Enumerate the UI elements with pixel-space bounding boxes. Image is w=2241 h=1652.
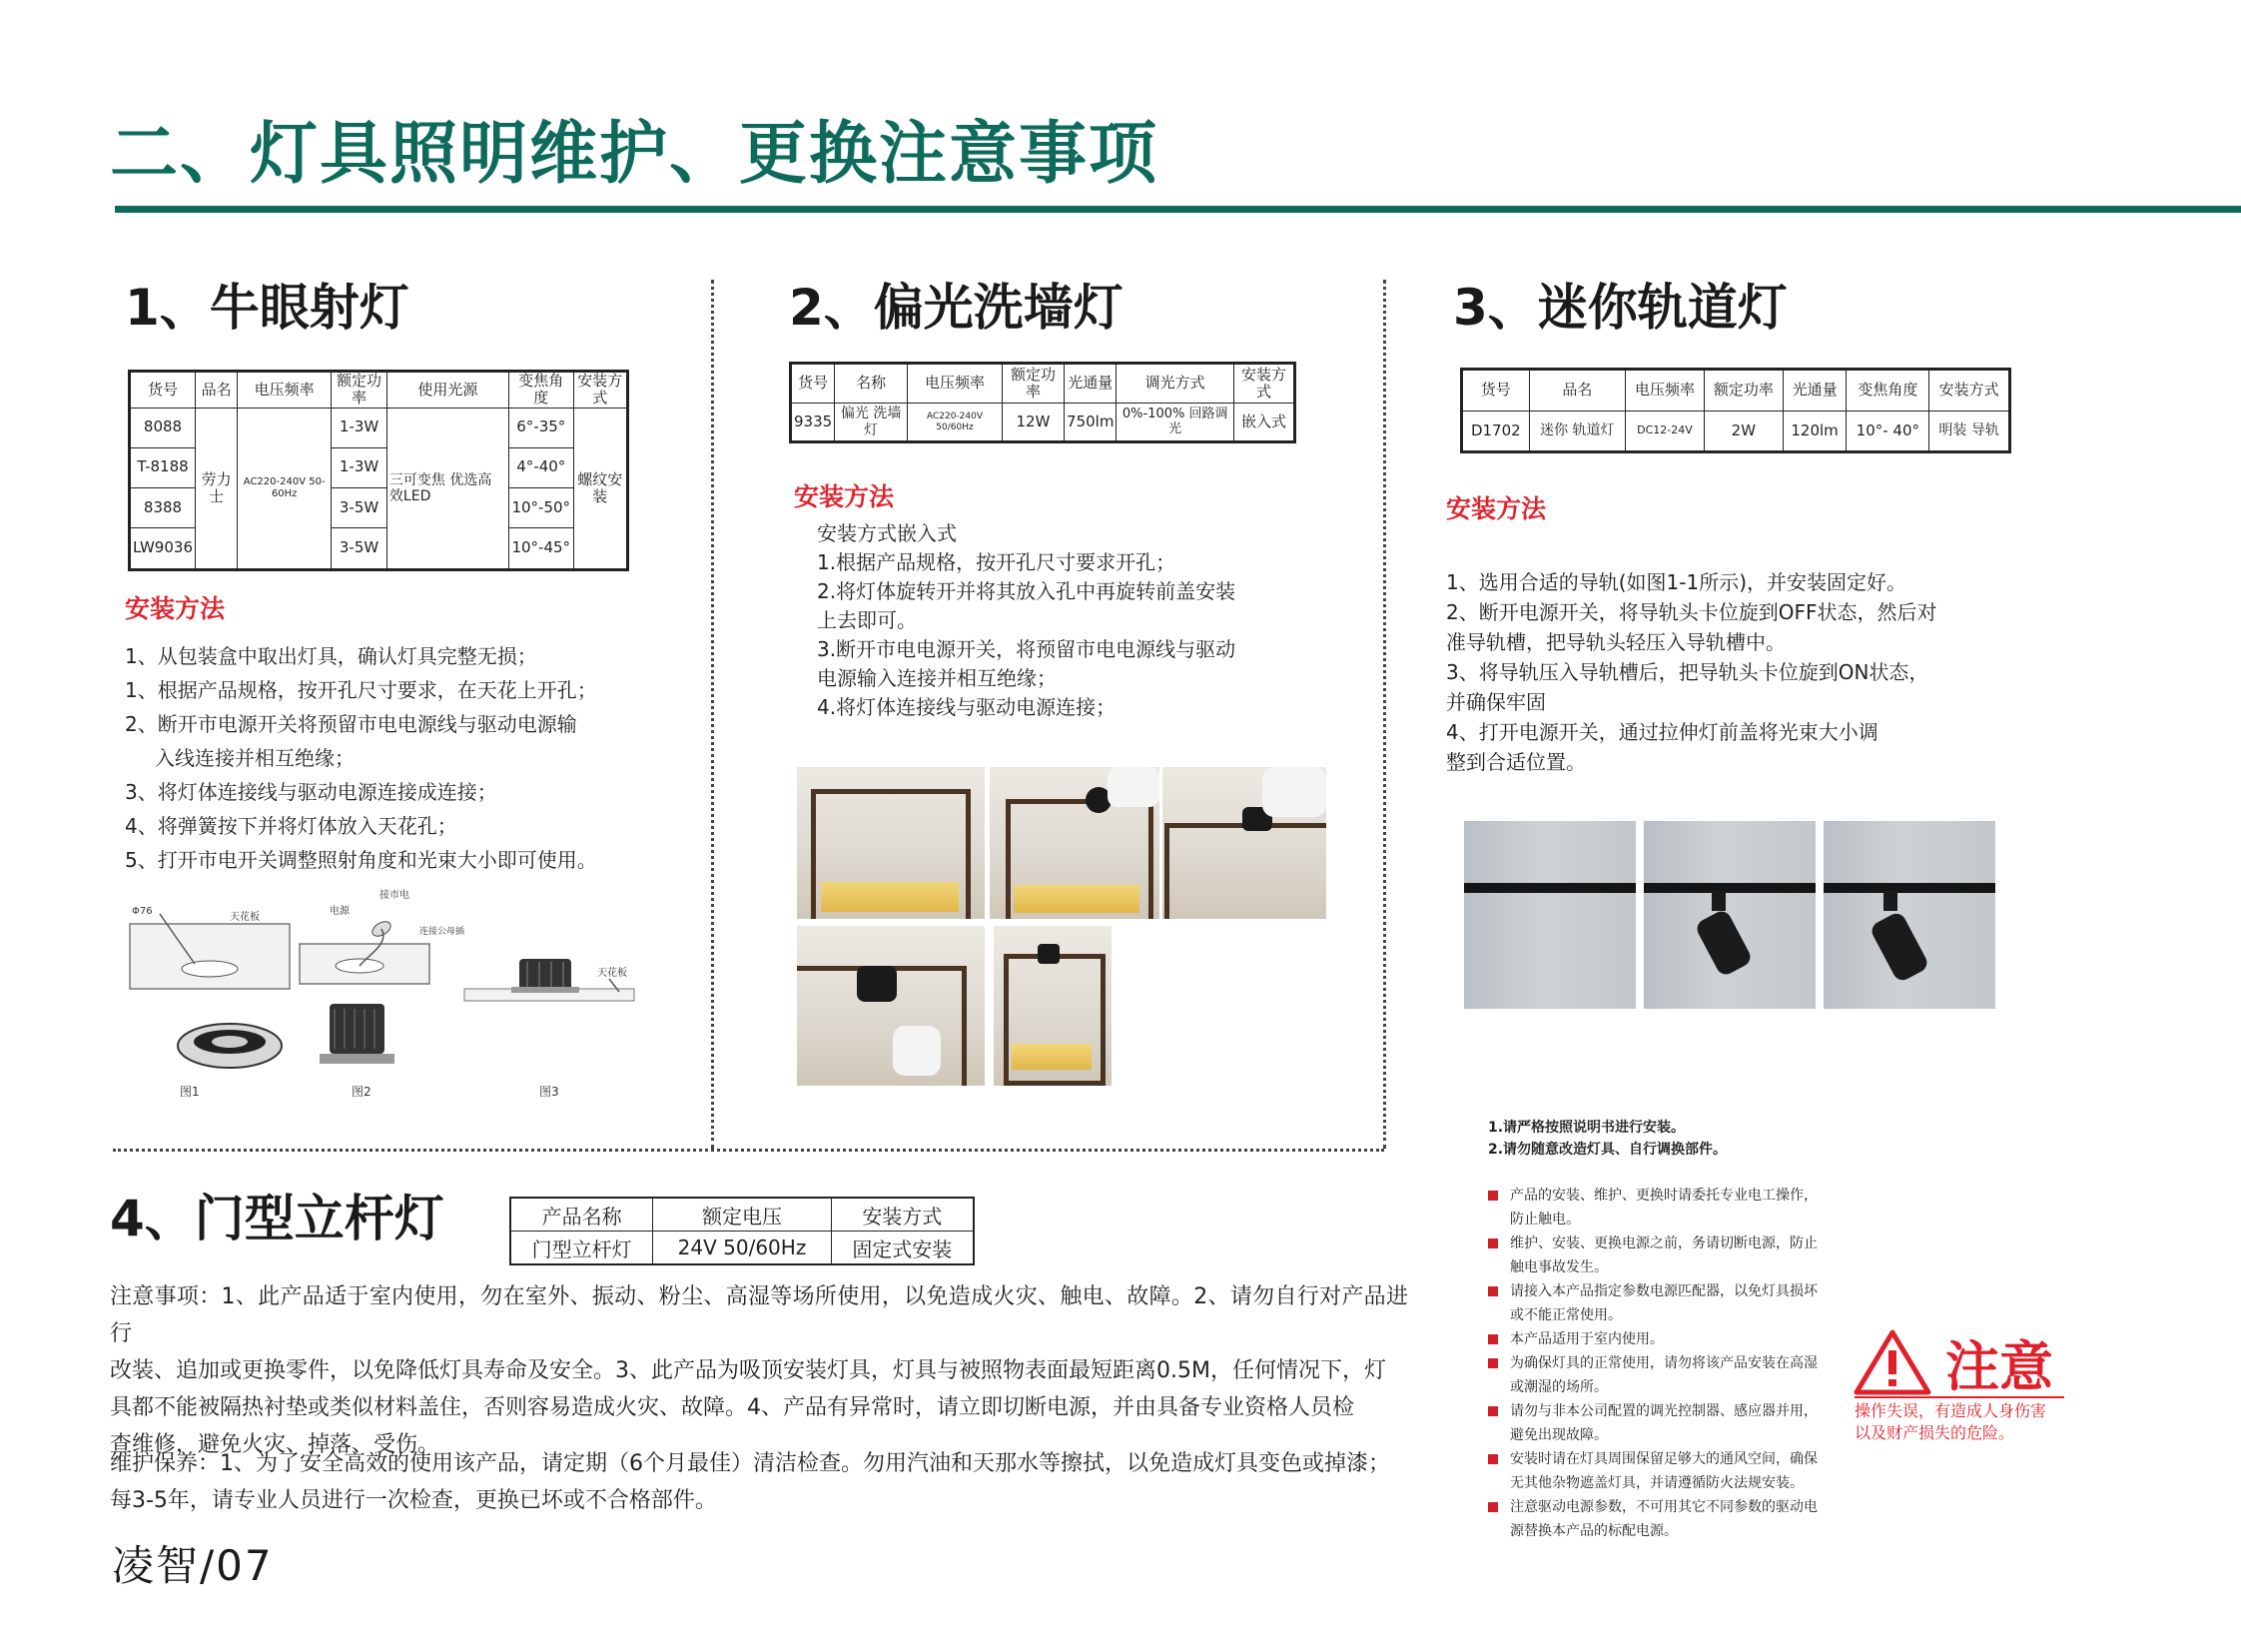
warning-text: 请接入本产品指定参数电源匹配器，以免灯具损坏: [1510, 1283, 1818, 1299]
caution-text: [1855, 1400, 2046, 1444]
maintenance-line: 维护保养：1、为了安全高效的使用该产品，请定期（6个月最佳）清洁检查。勿用汽油和天那水等擦拭，以免造成灯具变色或掉漆；: [110, 1451, 1390, 1476]
item-code: 8388: [130, 487, 196, 527]
section-3-steps: [1446, 567, 1936, 777]
cell: 10°- 40°: [1847, 412, 1929, 452]
th: 额定功率: [1704, 370, 1783, 412]
wallwasher-photo-5: [994, 926, 1112, 1086]
figure-caption: 图1: [180, 1085, 200, 1099]
th: 额定功率: [1002, 364, 1064, 404]
maintenance-line: 每3-5年，请专业人员进行一次检查，更换已坏或不合格部件。: [110, 1488, 717, 1513]
warning-head-line: 2.请勿随意改造灯具、自行调换部件。: [1488, 1142, 1728, 1158]
voltage: AC220-240V 50-60Hz: [238, 408, 332, 570]
bullet-icon: [1488, 1358, 1498, 1368]
fig-label: 连接公母插: [419, 927, 465, 937]
warning-text: 为确保灯具的正常使用，请勿将该产品安装在高湿: [1510, 1355, 1818, 1371]
light-source: 三可变焦 优选高 效LED: [386, 408, 508, 570]
figure-caption: 图2: [352, 1085, 372, 1099]
warning-head-line: 1.请严格按照说明书进行安装。: [1488, 1120, 1686, 1136]
warning-text: 防止触电。: [1510, 1212, 1580, 1228]
angle: 10°-45°: [508, 527, 573, 569]
section-4-maintenance: [110, 1445, 1408, 1519]
warning-triangle-icon: [1853, 1328, 1932, 1396]
warning-item: [1488, 1495, 1818, 1519]
power: 1-3W: [332, 447, 387, 487]
step: 2、断开电源开关，将导轨头卡位旋到OFF状态，然后对: [1446, 600, 1937, 624]
th: 额定电压: [653, 1198, 831, 1232]
warning-text: 或潮湿的场所。: [1510, 1379, 1608, 1395]
divider-2: [1383, 280, 1386, 1149]
caution-line: 以及财产损失的危险。: [1855, 1423, 2015, 1442]
th: 变焦角度: [1847, 370, 1929, 412]
title-rule: [115, 206, 2241, 213]
step: 4、打开电源开关，通过拉伸灯前盖将光束大小调: [1446, 720, 1878, 744]
caution-line: 操作失误，有造成人身伤害: [1855, 1401, 2047, 1420]
step: 3.断开市电电源开关，将预留市电电源线与驱动: [817, 637, 1236, 661]
cell: 固定式安装: [831, 1232, 974, 1265]
warning-text: 产品的安装、维护、更换时请委托专业电工操作，: [1510, 1188, 1818, 1204]
cell: DC12-24V: [1626, 412, 1705, 452]
warning-text: 安装时请在灯具周围保留足够大的通风空间，确保: [1510, 1451, 1818, 1467]
warning-text: 或不能正常使用。: [1510, 1307, 1622, 1323]
th: 电压频率: [1626, 370, 1705, 412]
section-3-method-title: 安装方法: [1446, 494, 1547, 523]
section-2-spec-table: [789, 362, 1296, 443]
step: 安装方式嵌入式: [817, 521, 957, 545]
page-footer: 凌智/07: [112, 1541, 274, 1590]
step: 5、打开市电开关调整照射角度和光束大小即可使用。: [125, 848, 597, 872]
step: 3、将导轨压入导轨槽后，把导轨头卡位旋到ON状态，: [1446, 660, 1929, 684]
wallwasher-photo-3: [1162, 767, 1326, 919]
step: 电源输入连接并相互绝缘；: [817, 666, 1057, 690]
power: 3-5W: [332, 487, 387, 527]
bullet-icon: [1488, 1191, 1498, 1201]
th: 产品名称: [510, 1198, 653, 1232]
cell: 偏光 洗墙灯: [835, 404, 908, 442]
fig-label: 天花板: [230, 912, 260, 923]
wallwasher-photo-2: [990, 767, 1159, 919]
cell: 嵌入式: [1233, 404, 1294, 442]
cell: 9335: [791, 404, 835, 442]
step: 2、断开市电源开关将预留市电电源线与驱动电源输: [125, 712, 577, 736]
fig-label: 接市电: [379, 890, 409, 901]
angle: 6°-35°: [508, 408, 573, 447]
divider-horizontal: [113, 1149, 1384, 1152]
cell: AC220-240V 50/60Hz: [908, 404, 1003, 442]
bullet-icon: [1488, 1406, 1498, 1416]
item-code: T-8188: [130, 447, 196, 487]
warning-item: [1488, 1399, 1818, 1423]
notice-line: 注意事项：1、此产品适于室内使用，勿在室外、振动、粉尘、高湿等场所使用，以免造成火灾、触电、故障。2、请勿自行对产品进行: [110, 1284, 1408, 1346]
step: 整到合适位置。: [1446, 750, 1586, 774]
fig-label: Φ76: [132, 906, 153, 917]
cell: 24V 50/60Hz: [653, 1232, 831, 1265]
divider-1: [711, 280, 714, 1149]
th: 品名: [1529, 370, 1625, 412]
section-3-title: 3、迷你轨道灯: [1453, 279, 1788, 337]
fig-label: 电源: [330, 906, 350, 917]
th: 名称: [835, 364, 908, 404]
th: 安装方式: [1929, 370, 2010, 412]
warning-item: [1488, 1279, 1818, 1303]
th: 光通量: [1783, 370, 1847, 412]
th: 安装方式: [1233, 364, 1294, 404]
step: 并确保牢固: [1446, 690, 1546, 714]
step: 3、将灯体连接线与驱动电源连接成连接；: [125, 780, 497, 804]
warning-item: [1488, 1232, 1818, 1255]
th: 货号: [1462, 370, 1530, 412]
warning-text: 本产品适用于室内使用。: [1510, 1331, 1664, 1347]
warning-head: [1488, 1117, 1727, 1161]
bullet-icon: [1488, 1502, 1498, 1512]
bullet-icon: [1488, 1286, 1498, 1296]
section-2-steps: [817, 519, 1235, 722]
th: 变焦角度: [508, 372, 573, 409]
th: 额定功率: [332, 372, 387, 409]
th: 光通量: [1065, 364, 1117, 404]
section-4-spec-table: [509, 1197, 975, 1265]
section-4-notice: [110, 1278, 1408, 1463]
step: 4、将弹簧按下并将灯体放入天花孔；: [125, 814, 457, 838]
cell: 迷你 轨道灯: [1529, 412, 1625, 452]
angle: 10°-50°: [508, 487, 573, 527]
section-1-install-diagram: [120, 884, 649, 1104]
track-photo-2: [1644, 821, 1816, 1009]
cell: 120lm: [1783, 412, 1847, 452]
page-title: 二、灯具照明维护、更换注意事项: [110, 115, 1159, 194]
th: 电压频率: [908, 364, 1003, 404]
section-1-spec-table: [128, 370, 629, 571]
section-1-title: 1、牛眼射灯: [125, 279, 409, 337]
cell: 12W: [1002, 404, 1064, 442]
wallwasher-photo-1: [797, 767, 985, 919]
cell: 明装 导轨: [1929, 412, 2010, 452]
section-4-title: 4、门型立杆灯: [110, 1190, 444, 1247]
th: 安装方式: [573, 372, 627, 409]
warning-text: 触电事故发生。: [1510, 1259, 1608, 1275]
step: 4.将灯体连接线与驱动电源连接；: [817, 695, 1117, 719]
fig-label: 天花板: [597, 968, 627, 979]
cell: 750lm: [1065, 404, 1117, 442]
cell: 2W: [1704, 412, 1783, 452]
th: 货号: [130, 372, 196, 409]
warning-item: [1488, 1327, 1818, 1351]
power: 3-5W: [332, 527, 387, 569]
th: 品名: [196, 372, 238, 409]
cell: 0%-100% 回路调光: [1117, 404, 1233, 442]
track-photo-3: [1824, 821, 1995, 1009]
th: 使用光源: [386, 372, 508, 409]
power: 1-3W: [332, 408, 387, 447]
figure-caption: 图3: [539, 1085, 559, 1099]
item-code: LW9036: [130, 527, 196, 569]
install-type: 螺纹安装: [573, 408, 627, 570]
step: 2.将灯体旋转开并将其放入孔中再旋转前盖安装: [817, 579, 1236, 603]
notice-line: 具都不能被隔热衬垫或类似材料盖住，否则容易造成火灾、故障。4、产品有异常时，请立即切断电源，并由具备专业资格人员检: [110, 1395, 1355, 1420]
step: 准导轨槽，把导轨头轻压入导轨槽中。: [1446, 630, 1786, 654]
warning-item: [1488, 1351, 1818, 1375]
angle: 4°-40°: [508, 447, 573, 487]
notice-line: 查维修，避免火灾、掉落、受伤。: [110, 1432, 440, 1457]
section-1-method-title: 安装方法: [125, 594, 226, 623]
th: 电压频率: [238, 372, 332, 409]
warning-text: 无其他杂物遮盖灯具，并请遵循防火法规安装。: [1510, 1475, 1804, 1491]
wallwasher-photo-4: [797, 926, 985, 1086]
warning-bullets: [1488, 1184, 1818, 1543]
step: 1、选用合适的导轨(如图1-1所示)，并安装固定好。: [1446, 570, 1906, 594]
th: 货号: [791, 364, 835, 404]
bullet-icon: [1488, 1454, 1498, 1464]
warning-item: [1488, 1184, 1818, 1208]
section-3-spec-table: [1460, 368, 2011, 453]
warning-item: [1488, 1447, 1818, 1471]
cell: D1702: [1462, 412, 1530, 452]
step: 入线连接并相互绝缘；: [155, 746, 355, 770]
step: 上去即可。: [817, 608, 917, 632]
warning-text: 请勿与非本公司配置的调光控制器、感应器并用，: [1510, 1403, 1818, 1419]
bullet-icon: [1488, 1239, 1498, 1248]
cell: 门型立杆灯: [510, 1232, 653, 1265]
th: 调光方式: [1117, 364, 1233, 404]
caution-rule: [1855, 1396, 2064, 1398]
step: 1.根据产品规格，按开孔尺寸要求开孔；: [817, 550, 1176, 574]
product-name: 劳力士: [196, 408, 238, 570]
caution-title: 注意: [1945, 1335, 2053, 1398]
step: 1、根据产品规格，按开孔尺寸要求，在天花上开孔；: [125, 678, 597, 702]
section-2-method-title: 安装方法: [794, 482, 895, 511]
notice-line: 改装、追加或更换零件，以免降低灯具寿命及安全。3、此产品为吸顶安装灯具，灯具与被照物表面最短距离0.5M，任何情况下，灯: [110, 1358, 1386, 1383]
section-2-title: 2、偏光洗墙灯: [789, 279, 1123, 337]
warning-text: 源替换本产品的标配电源。: [1510, 1523, 1678, 1539]
bullet-icon: [1488, 1334, 1498, 1344]
warning-text: 注意驱动电源参数，不可用其它不同参数的驱动电: [1510, 1499, 1818, 1515]
step: 1、从包装盒中取出灯具，确认灯具完整无损；: [125, 644, 537, 668]
warning-text: 维护、安装、更换电源之前，务请切断电源，防止: [1510, 1236, 1818, 1251]
item-code: 8088: [130, 408, 196, 447]
th: 安装方式: [831, 1198, 974, 1232]
track-photo-1: [1464, 821, 1636, 1009]
section-1-steps: [125, 639, 597, 877]
warning-text: 避免出现故障。: [1510, 1427, 1608, 1443]
